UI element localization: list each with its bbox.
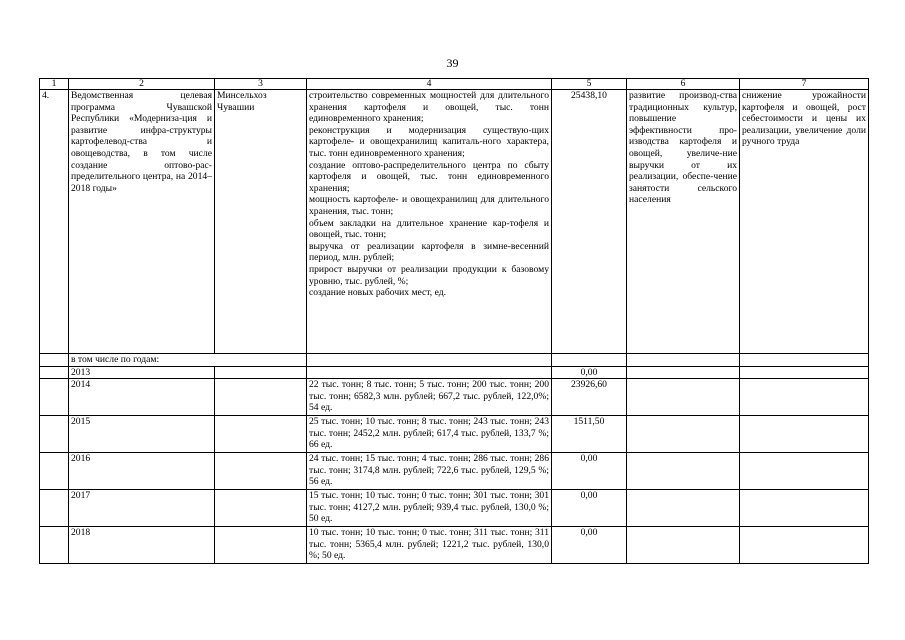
year-amount: 0,00: [552, 527, 627, 564]
year: 2018: [69, 527, 215, 564]
row-number: 4.: [40, 90, 69, 354]
year: 2015: [69, 416, 215, 453]
year-row: [40, 490, 869, 527]
year-indicators: 25 тыс. тонн; 10 тыс. тонн; 8 тыс. тонн; 243 тыс. тонн; 243 тыс. тонн; 2452,2 млн. рублей; 617,4 тыс. рублей, 133,7 %; 66 ед.: [307, 416, 552, 453]
year-row: [40, 416, 869, 453]
year-indicators: 22 тыс. тонн; 8 тыс. тонн; 5 тыс. тонн; 200 тыс. тонн; 200 тыс. тонн; 6582,3 млн. рублей; 667,2 тыс. рублей, 122,0%; 54 ед.: [307, 379, 552, 416]
column-number-3: 3: [215, 79, 307, 90]
year-row: [40, 527, 869, 564]
program-name: Ведомственная целевая программа Чувашской Республики «Модерниза-ция и развитие инфра-структуры картофелевод-ства и овощеводства, в том числе создание оптово-рас-пределительного центра, на 2014–2018 годы»: [69, 90, 215, 354]
program-table: [39, 78, 869, 564]
year-row: [40, 453, 869, 490]
effect-of-non-implementation: снижение урожайности картофеля и овощей, рост себестоимости и цены их реализации, увеличение доли ручного труда: [740, 90, 869, 354]
amount-total: 25438,10: [552, 90, 627, 354]
year-row: [40, 379, 869, 416]
year-indicators: [307, 366, 552, 379]
expected-result: развитие производ-ства традиционных культур, повышение эффективности про-изводства картофеля и овощей, увеличе-ние выручки от их реализации, обеспе-чение занятости сельского населения: [627, 90, 740, 354]
year: 2013: [69, 366, 215, 379]
year-amount: 23926,60: [552, 379, 627, 416]
year-amount: 0,00: [552, 490, 627, 527]
year-indicators: 15 тыс. тонн; 10 тыс. тонн; 0 тыс. тонн; 301 тыс. тонн; 301 тыс. тонн; 4127,2 млн. рублей; 939,4 тыс. рублей, 130,0 %; 50 ед.: [307, 490, 552, 527]
year: 2016: [69, 453, 215, 490]
year-indicators: 10 тыс. тонн; 10 тыс. тонн; 0 тыс. тонн; 311 тыс. тонн; 311 тыс. тонн; 5365,4 млн. рублей; 1221,2 тыс. рублей, 130,0 %; 50 ед.: [307, 527, 552, 564]
year: 2014: [69, 379, 215, 416]
column-number-4: 4: [307, 79, 552, 90]
column-number-2: 2: [69, 79, 215, 90]
column-number-7: 7: [740, 79, 869, 90]
indicators: строительство современных мощностей для длительного хранения картофеля и овощей, тыс. тонн единовременного хранения; реконструкция и модернизация существую-щих картофеле- и овощехранилищ капиталь-ного характера, тыс. тонн единовременного хранения; создание оптово-распределительного центра по сбыту картофеля и овощей, тыс. тонн единовременного хранения; мощность картофеле- и овощехранилищ для длительного хранения, тыс. тонн; объем закладки на длительное хранение кар-тофеля и овощей, тыс. тонн; выручка от реализации картофеля в зимне-весенний период, млн. рублей; прирост выручки от реализации продукции к базовому уровню, тыс. рублей, %; создание новых рабочих мест, ед.: [307, 90, 552, 354]
year-amount: 0,00: [552, 366, 627, 379]
header-row: [40, 79, 869, 90]
by-years-row: [40, 354, 869, 367]
column-number-5: 5: [552, 79, 627, 90]
column-number-1: 1: [40, 79, 69, 90]
year-row: [40, 366, 869, 379]
by-years-label: в том числе по годам:: [69, 354, 307, 367]
program-row: [40, 90, 869, 354]
year: 2017: [69, 490, 215, 527]
column-number-6: 6: [627, 79, 740, 90]
page-number: 39: [446, 56, 459, 70]
executor: Минсельхоз Чувашии: [215, 90, 307, 354]
year-amount: 0,00: [552, 453, 627, 490]
year-indicators: 24 тыс. тонн; 15 тыс. тонн; 4 тыс. тонн; 286 тыс. тонн; 286 тыс. тонн; 3174,8 млн. рублей; 722,6 тыс. рублей, 129,5 %; 56 ед.: [307, 453, 552, 490]
year-amount: 1511,50: [552, 416, 627, 453]
